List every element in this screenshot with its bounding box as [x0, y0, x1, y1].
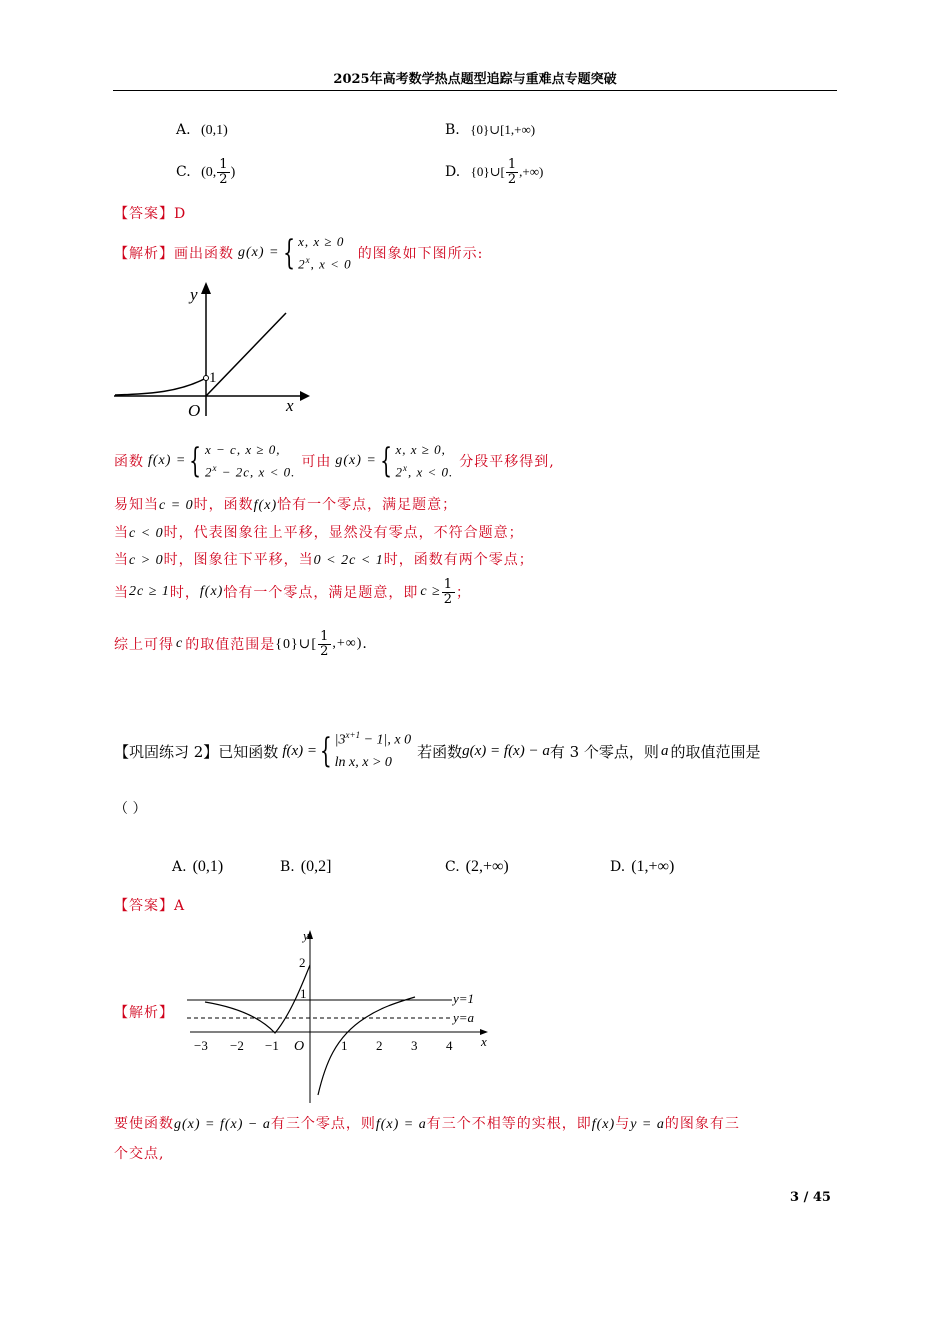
option-value: (0,1)	[201, 123, 228, 138]
g2-cases	[396, 440, 454, 483]
x-tick: −2	[230, 1038, 244, 1053]
option-value-pre: (0,	[201, 165, 217, 181]
q2-option-d: D. (1,+∞)	[610, 858, 675, 875]
q2-paren: （ ）	[114, 801, 147, 817]
curve-right	[318, 997, 415, 1095]
option-value-post: ,+∞)	[519, 164, 544, 180]
point-label: 1	[209, 370, 217, 386]
x-label: x	[286, 396, 294, 415]
analysis-text-end: 的图象如下图所示:	[357, 246, 484, 263]
line-y-eq-x	[206, 313, 286, 396]
g-def: g(x) =	[238, 245, 280, 261]
option-value: {0}∪[1,+∞)	[470, 122, 536, 137]
q1-analysis-intro	[114, 232, 483, 275]
q1-line-4: 当c > 0时，图象往下平移，当0 < 2c < 1时，函数有两个零点；	[114, 552, 534, 568]
fraction: $\frac{1}{2}$	[320, 629, 330, 659]
q2-option-c: C. (2,+∞)	[445, 858, 509, 875]
graph-2	[180, 925, 500, 1105]
fraction: $\frac{1}{2}$	[443, 577, 454, 607]
x-axis-arrow	[300, 391, 310, 401]
case-2: 2$^x$, x < 0.	[395, 462, 454, 480]
f-cases	[335, 728, 411, 774]
case-1: x − c, x ≥ 0,	[205, 442, 281, 457]
option-label: B.	[445, 122, 460, 138]
q2-option-a: A. (0,1)	[172, 858, 224, 875]
q2-answer: 【答案】A	[114, 898, 186, 914]
line-ya-label: y=a	[453, 1010, 475, 1025]
analysis-text: 画出函数	[174, 246, 234, 263]
exp-curve	[115, 378, 206, 395]
case-1: x, x ≥ 0	[298, 234, 345, 249]
text: 【巩固练习 2】已知函数	[114, 742, 279, 761]
x-tick: 1	[341, 1038, 348, 1053]
case-1: $|3^{x+1} - 1|$, x 0	[334, 730, 412, 748]
option-label: A.	[176, 122, 191, 138]
origin-label: O	[188, 401, 201, 420]
brace: {	[319, 731, 332, 772]
option-value-post: )	[230, 165, 236, 181]
brace: {	[379, 441, 393, 482]
x-tick: −3	[194, 1038, 208, 1053]
option-value-pre: {0}∪[	[470, 164, 505, 180]
q1-option-c	[176, 158, 235, 186]
q1-line-3: 当c < 0时，代表图象往上平移，显然没有零点，不符合题意；	[114, 525, 524, 541]
q1-option-b	[445, 122, 535, 138]
text: 可由	[301, 454, 332, 471]
text: 有 3 个零点，则	[549, 742, 659, 761]
q2-option-b: B. (0,2]	[280, 858, 332, 875]
y-label: y	[190, 285, 198, 304]
a-var: a	[660, 742, 669, 759]
text: 分段平移得到,	[459, 454, 555, 471]
analysis-label: 【解析】	[114, 246, 174, 263]
origin-label: O	[294, 1039, 305, 1054]
text: 的取值范围是	[670, 742, 761, 761]
fraction: $\frac{1}{2}$	[219, 157, 228, 187]
x-label: x	[481, 1034, 487, 1049]
q1-option-a	[176, 122, 228, 139]
header-title: 2025年高考数学热点题型追踪与重难点专题突破	[333, 72, 617, 87]
y-label: y	[303, 928, 309, 943]
y-tick: 2	[299, 955, 306, 970]
q2-line-2: 个交点,	[114, 1146, 165, 1162]
case-1: x, x ≥ 0,	[395, 442, 446, 457]
g-cases	[298, 232, 352, 275]
case-2: ln x, x > 0	[334, 755, 392, 771]
graph-1	[110, 280, 310, 420]
g-def-2: g(x) =	[335, 453, 377, 469]
f-def: f(x) =	[148, 453, 187, 469]
f-def: f(x) =	[282, 742, 318, 759]
x-tick: 2	[376, 1038, 383, 1053]
text: 函数	[114, 454, 144, 471]
g-expr: g(x) = f(x) − a	[462, 742, 550, 759]
brace: {	[282, 233, 296, 274]
q1-line-2: 易知当c = 0时，函数f(x)恰有一个零点，满足题意；	[114, 497, 458, 513]
q1-line-6: 综上可得 c 的取值范围是 {0}∪[ $\frac{1}{2}$ ,+∞) .	[114, 629, 368, 659]
line-y1-label: y=1	[453, 991, 475, 1006]
f-cases	[205, 440, 295, 483]
q1-line-1	[114, 440, 555, 483]
x-tick: 4	[446, 1038, 453, 1053]
text: 若函数	[417, 742, 463, 761]
brace: {	[189, 441, 202, 482]
fraction: $\frac{1}{2}$	[507, 157, 517, 187]
q2-analysis-label: 【解析】	[114, 1005, 174, 1021]
option-label: C.	[176, 164, 191, 181]
option-label: D.	[445, 164, 461, 181]
x-tick: 3	[411, 1038, 418, 1053]
q2-line-1: 要使函数g(x) = f(x) − a有三个零点，则f(x) = a有三个不相等的实根，即f(x)与y = a的图象有三	[114, 1116, 740, 1132]
header-rule	[113, 90, 837, 91]
case-2: 2$^x$, x < 0	[298, 254, 352, 272]
q1-line-5: 当 2c ≥ 1 时， f(x) 恰有一个零点，满足题意，即 c ≥ $\frac{1}{2}$ ；	[114, 577, 472, 607]
y-axis-arrow	[201, 282, 211, 294]
curve-left	[205, 965, 310, 1033]
x-tick: −1	[265, 1038, 279, 1053]
q1-answer: 【答案】D	[114, 206, 187, 222]
page-number: 3 / 45	[790, 1190, 831, 1205]
q1-option-d	[445, 158, 543, 186]
y-tick: 1	[300, 986, 307, 1001]
q2-statement	[114, 728, 760, 774]
open-point	[204, 376, 209, 381]
case-2: $2^x - 2c$, x < 0.	[205, 462, 296, 480]
